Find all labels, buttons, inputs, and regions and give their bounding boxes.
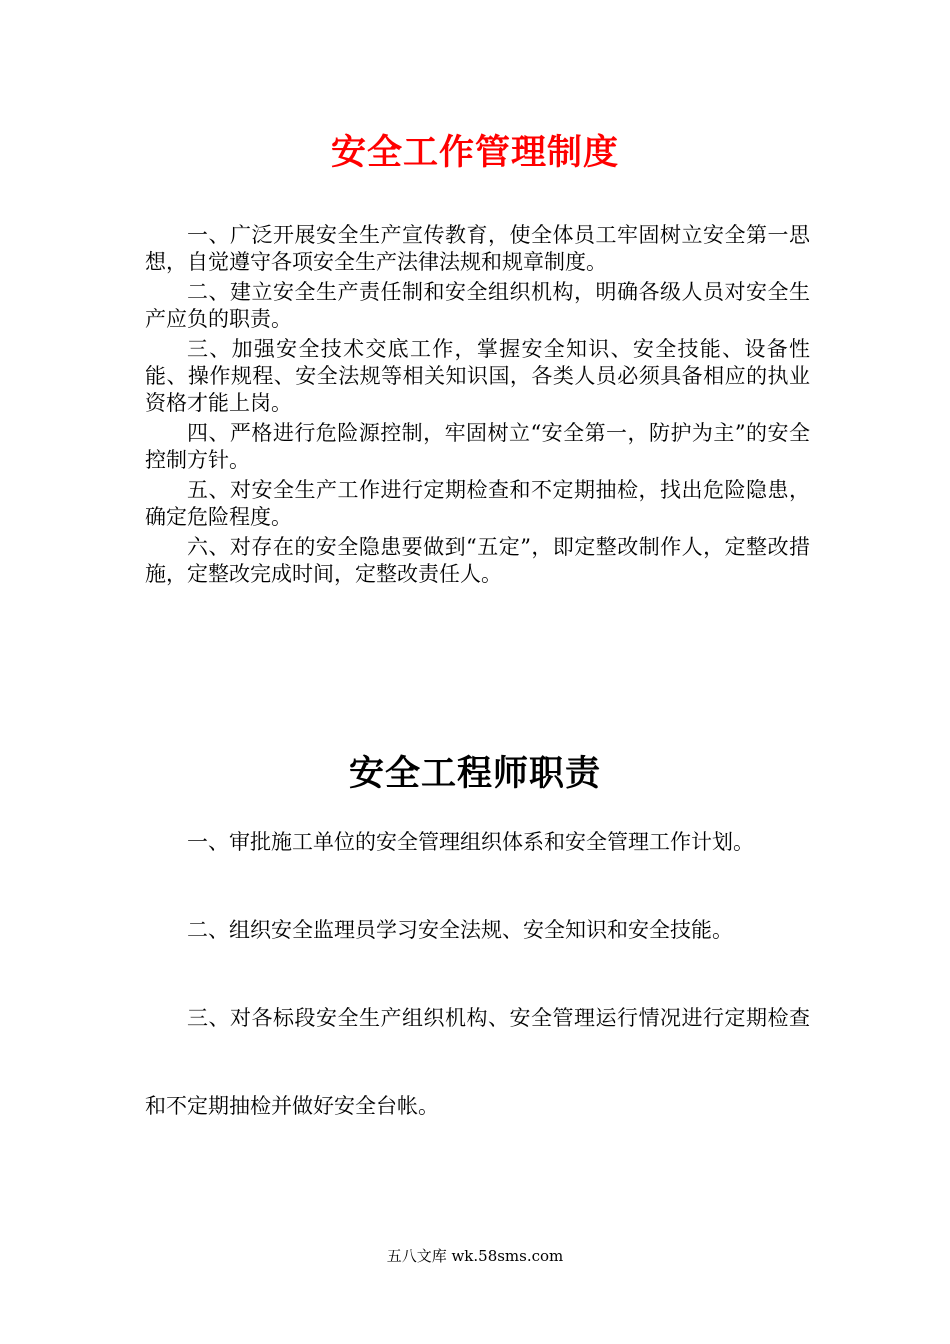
rule-item-2: 二、建立安全生产责任制和安全组织机构，明确各级人员对安全生产应负的职责。	[145, 280, 810, 331]
duty-item-2: 二、组织安全监理员学习安全法规、安全知识和安全技能。	[187, 918, 733, 942]
safety-management-rules	[145, 222, 810, 588]
safety-engineer-duties	[145, 798, 810, 1150]
rule-item-6: 六、对存在的安全隐患要做到“五定”，即定整改制作人，定整改措施，定整改完成时间，定整改责任人。	[145, 535, 810, 586]
rule-item-3: 三、加强安全技术交底工作，掌握安全知识、安全技能、设备性能、操作规程、安全法规等相关知识国，各类人员必须具备相应的执业资格才能上岗。	[145, 337, 810, 415]
rule-item-5: 五、对安全生产工作进行定期检查和不定期抽检，找出危险隐患，确定危险程度。	[145, 478, 810, 529]
footer-watermark: 五八文库 wk.58sms.com	[386, 1247, 564, 1265]
duty-item-3: 三、对各标段安全生产组织机构、安全管理运行情况进行定期检查和不定期抽检并做好安全台帐。	[145, 1006, 810, 1118]
duty-item-1: 一、审批施工单位的安全管理组织体系和安全管理工作计划。	[187, 830, 754, 854]
document-title-safety-management-system: 安全工作管理制度	[330, 133, 619, 173]
rule-item-4: 四、严格进行危险源控制，牢固树立“安全第一，防护为主”的安全控制方针。	[145, 421, 810, 472]
document-title-safety-engineer-duties: 安全工程师职责	[348, 754, 601, 794]
rule-item-1: 一、广泛开展安全生产宣传教育，使全体员工牢固树立安全第一思想，自觉遵守各项安全生产法律法规和规章制度。	[145, 223, 810, 274]
